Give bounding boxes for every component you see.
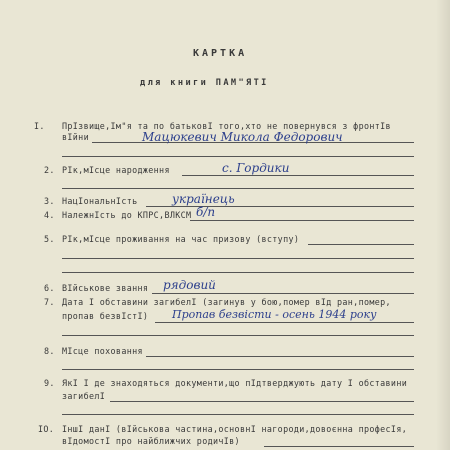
field-5-underline	[308, 244, 414, 245]
field-1-handwritten-value: Мацюкевич Микола Федорович	[142, 130, 343, 144]
field-1-extra-line	[62, 156, 414, 157]
field-5-label: РІк,мІсце проживання на час призову (вступу)	[62, 234, 300, 244]
card-title: КАРТКА	[193, 48, 248, 59]
field-7-underline	[155, 322, 414, 323]
field-7-extra-line	[62, 335, 414, 336]
field-9-label-line2: загибелІ	[62, 391, 106, 401]
field-7-label-line2: пропав безвІстІ)	[62, 311, 149, 321]
field-3-underline	[146, 206, 414, 207]
field-6-underline	[152, 293, 414, 294]
field-4-handwritten-value: б/п	[196, 205, 216, 219]
card-subtitle: для книги ПАМ"ЯТІ	[140, 78, 269, 88]
field-5-number: 5.	[44, 234, 55, 244]
field-2-extra-line	[62, 188, 414, 189]
field-7-label-line1: Дата І обставини загибелІ (загинув у бою,помер вІд ран,помер,	[62, 297, 391, 307]
field-5-extra-line-2	[62, 272, 414, 273]
field-7-handwritten-value: Пропав безвісти - осень 1944 року	[172, 308, 377, 321]
field-2-handwritten-value: с. Гордики	[222, 161, 290, 175]
field-6-label: ВІйськове звання	[62, 283, 149, 293]
field-9-extra-line	[62, 414, 414, 415]
field-8-label: МІсце поховання	[62, 346, 143, 356]
field-9-number: 9.	[44, 378, 55, 388]
field-2-number: 2.	[44, 165, 55, 175]
field-1-label-line1: ПрІзвище,Ім"я та по батьковІ того,хто не повернувся з фронтІв	[62, 121, 391, 131]
field-4-underline	[190, 220, 414, 221]
field-10-label-line2: вІдомостІ про найближчих родичІв)	[62, 436, 240, 446]
field-8-underline	[146, 356, 414, 357]
field-4-number: 4.	[44, 210, 55, 220]
field-10-label-line1: ІншІ данІ (вІйськова частина,основнІ нагороди,довоєнна професІя,	[62, 424, 408, 434]
field-9-label-line1: ЯкІ І де знаходяться документи,що пІдтверджують дату І обставини	[62, 378, 408, 388]
field-8-extra-line	[62, 369, 414, 370]
field-2-label: РІк,мІсце народження	[62, 165, 170, 175]
field-6-handwritten-value: рядовий	[163, 278, 216, 292]
page-edge-shadow	[436, 0, 450, 450]
field-1-number: I.	[34, 121, 45, 131]
field-4-label: НалежнІсть до КПРС,ВЛКСМ	[62, 210, 192, 220]
field-10-number: IO.	[38, 424, 55, 434]
field-3-number: 3.	[44, 196, 55, 206]
field-2-underline	[182, 175, 414, 176]
field-5-extra-line-1	[62, 258, 414, 259]
field-9-underline	[110, 401, 414, 402]
field-3-label: НацІональнІсть	[62, 196, 138, 206]
field-10-underline	[264, 446, 414, 447]
field-7-number: 7.	[44, 297, 55, 307]
field-1-label-line2: вІйни	[62, 132, 89, 142]
field-6-number: 6.	[44, 283, 55, 293]
field-8-number: 8.	[44, 346, 55, 356]
field-3-handwritten-value: українець	[172, 192, 235, 206]
